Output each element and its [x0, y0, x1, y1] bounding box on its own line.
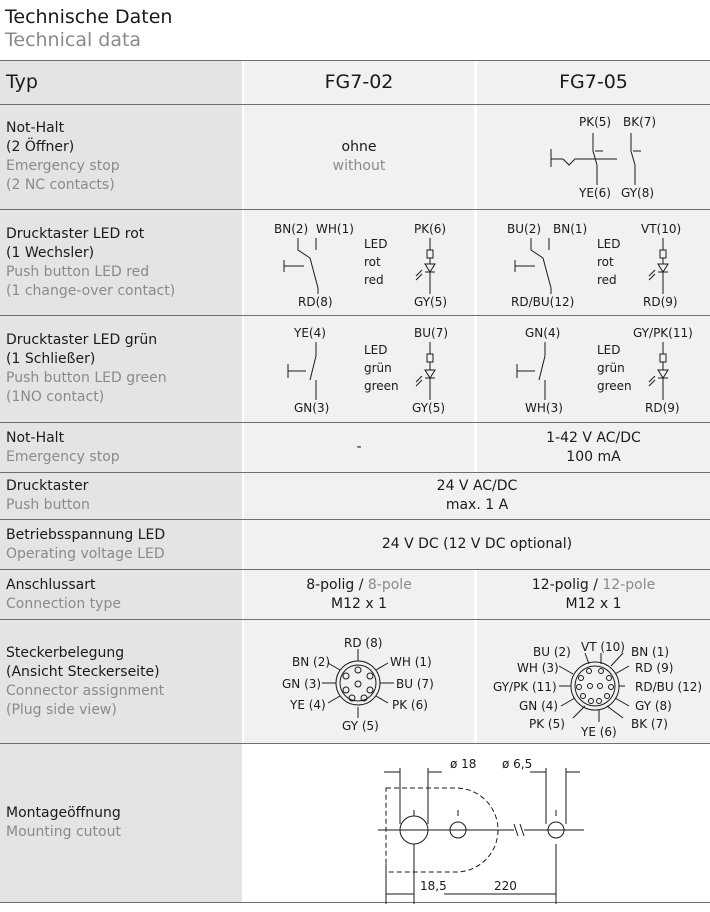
pin-label: BK (7): [631, 717, 668, 731]
normally-open-contact: [517, 342, 545, 400]
row-label-en: Connector assignment: [6, 682, 165, 699]
value-de: ohne: [341, 139, 377, 155]
row-label-en: Push button LED red: [6, 263, 150, 280]
pin-label: WH (1): [390, 655, 432, 669]
pin-label: BU (2): [533, 645, 571, 659]
pin-label: VT (10): [581, 640, 625, 654]
pin-label: BU (7): [396, 677, 434, 691]
row-label-de: Drucktaster LED grün: [6, 332, 158, 348]
row-label-de: Montageöffnung: [6, 805, 121, 821]
row-label-en: Operating voltage LED: [6, 545, 165, 562]
header-col2: FG7-05: [559, 71, 628, 93]
pin-label: YE (4): [290, 698, 326, 712]
led-label: red: [597, 273, 617, 287]
value-de: 8-polig: [306, 576, 355, 593]
wire-label: RD(8): [298, 295, 333, 309]
row-emergency-contacts: [0, 104, 710, 209]
header-col1: FG7-02: [324, 71, 394, 93]
changeover-contact: [284, 238, 318, 294]
led-green-schematic-12pin: [477, 316, 710, 423]
wire-label: BU(7): [414, 326, 449, 340]
row-led-red: [0, 209, 710, 315]
emergency-stop-schematic: [477, 105, 710, 210]
wire-label: YE(6): [579, 186, 611, 200]
row-emergency-rating: [0, 422, 710, 472]
row-label-en: Push button: [6, 497, 90, 513]
connector-outline: [571, 662, 619, 710]
value: 1-42 V AC/DC: [546, 429, 641, 446]
wire-label: YE(4): [294, 326, 326, 340]
value: 100 mA: [566, 448, 621, 465]
led-label: LED: [364, 237, 388, 251]
row-label-en: (1NO contact): [6, 389, 105, 405]
value-en: without: [332, 158, 386, 174]
row-label-de: (2 Öffner): [6, 139, 75, 155]
row-label-de: Betriebsspannung LED: [6, 526, 166, 543]
row-label-en: (Plug side view): [6, 701, 117, 718]
value: max. 1 A: [445, 497, 509, 513]
distance-dimension-lines: [386, 844, 556, 904]
wire-label: BK(7): [623, 115, 657, 129]
pin-label: WH (3): [517, 661, 559, 675]
wire-label: WH(1): [316, 222, 354, 236]
led-label: green: [597, 379, 632, 393]
pin-label: BN (2): [292, 655, 331, 669]
row-label-de: Steckerbelegung: [6, 644, 125, 661]
row-label-de: Anschlussart: [6, 576, 96, 593]
value: -: [356, 439, 362, 455]
value: 24 V DC (12 V DC optional): [381, 536, 573, 552]
led-label: red: [364, 273, 384, 287]
wire-label: GY(5): [414, 295, 448, 309]
title-de: Technische Daten: [5, 6, 173, 28]
dimension-label: ø 18: [450, 757, 477, 771]
pin-label: RD (9): [635, 661, 674, 675]
led-label: grün: [597, 361, 625, 375]
switch-contacts: [551, 133, 641, 185]
pin-label: GY (5): [342, 719, 379, 733]
wire-label: GN(4): [525, 326, 561, 340]
row-label-de: Not-Halt: [6, 120, 65, 136]
led-symbol: [649, 342, 668, 400]
dimension-label: 220: [494, 879, 517, 893]
row-connection-type: [0, 569, 710, 619]
wire-label: WH(3): [525, 401, 563, 415]
pin-label: RD/BU (12): [635, 680, 703, 694]
row-label-de: Drucktaster LED rot: [6, 225, 145, 242]
led-red-schematic-8pin: [244, 210, 474, 316]
row-label-en: Mounting cutout: [6, 824, 121, 840]
pin-label: GN (3): [282, 677, 322, 691]
wire-label: GY(5): [412, 401, 446, 415]
wire-label: BN(2): [274, 222, 309, 236]
led-label: LED: [597, 343, 621, 357]
header-label: Typ: [6, 71, 38, 93]
value-en: 8-pole: [367, 576, 412, 593]
mounting-cutout-drawing: [244, 744, 710, 904]
separator: /: [354, 576, 368, 593]
pin-label: BN (1): [631, 645, 670, 659]
row-label-de: (1 Schließer): [6, 351, 96, 367]
header-row: [0, 60, 710, 104]
row-operating-voltage: [0, 519, 710, 569]
connector-outline: [336, 661, 380, 705]
wire-label: VT(10): [641, 222, 682, 236]
led-symbol: [416, 342, 435, 400]
row-connector-assignment: [0, 619, 710, 743]
row-label-de: (Ansicht Steckerseite): [6, 663, 160, 680]
pin-label: GY/PK (11): [493, 680, 557, 694]
pin-label: PK (5): [529, 717, 565, 731]
row-label-de: (1 Wechsler): [6, 244, 95, 261]
led-green-schematic-8pin: [244, 316, 474, 423]
led-label: green: [364, 379, 399, 393]
value-en: 12-pole: [602, 576, 656, 593]
value-de: 12-polig: [531, 576, 589, 593]
row-led-green: [0, 315, 710, 422]
dimension-label: 18,5: [420, 879, 447, 893]
changeover-contact: [515, 238, 551, 294]
wire-label: GY/PK(11): [633, 326, 693, 340]
led-label: rot: [597, 255, 614, 269]
row-label-en: Push button LED green: [6, 370, 167, 386]
wire-label: PK(5): [579, 115, 612, 129]
row-label-de: Drucktaster: [6, 478, 89, 494]
wire-label: BN(1): [553, 222, 588, 236]
led-symbol: [649, 238, 668, 294]
wire-label: GN(3): [294, 401, 330, 415]
row-label-en: (2 NC contacts): [6, 177, 115, 193]
connector-outline: [340, 665, 376, 701]
separator: /: [588, 576, 603, 593]
value: 24 V AC/DC: [436, 478, 518, 494]
led-red-schematic-12pin: [477, 210, 710, 316]
led-label: LED: [597, 237, 621, 251]
wire-label: PK(6): [414, 222, 447, 236]
row-label-en: Emergency stop: [6, 158, 120, 174]
pin-label: GN (4): [519, 699, 559, 713]
row-push-button: [0, 472, 710, 519]
row-label-en: (1 change-over contact): [6, 282, 176, 299]
led-symbol: [416, 238, 435, 294]
led-label: LED: [364, 343, 388, 357]
pin-label: PK (6): [392, 698, 428, 712]
wire-label: RD(9): [643, 295, 678, 309]
connector-pins: [343, 667, 373, 701]
pin-label: YE (6): [581, 725, 617, 739]
wire-label: GY(8): [621, 186, 655, 200]
row-mounting-cutout: [0, 743, 710, 903]
row-label-en: Emergency stop: [6, 448, 120, 465]
connector-8pin: [244, 620, 474, 744]
value: M12 x 1: [565, 595, 622, 612]
wire-label: RD(9): [645, 401, 680, 415]
dimension-label: ø 6,5: [502, 757, 533, 771]
pin-leader-lines: [322, 649, 394, 718]
normally-open-contact: [288, 342, 316, 400]
row-label-de: Not-Halt: [6, 429, 65, 446]
wire-label: RD/BU(12): [511, 295, 575, 309]
pin-label: GY (8): [635, 699, 672, 713]
value: M12 x 1: [331, 595, 387, 612]
led-label: rot: [364, 255, 381, 269]
title-en: Technical data: [5, 29, 142, 51]
wire-label: BU(2): [507, 222, 542, 236]
pin-label: RD (8): [344, 636, 383, 650]
row-label-en: Connection type: [6, 595, 121, 612]
led-label: grün: [364, 361, 392, 375]
connector-pins: [577, 669, 614, 704]
connector-12pin: [477, 620, 710, 744]
